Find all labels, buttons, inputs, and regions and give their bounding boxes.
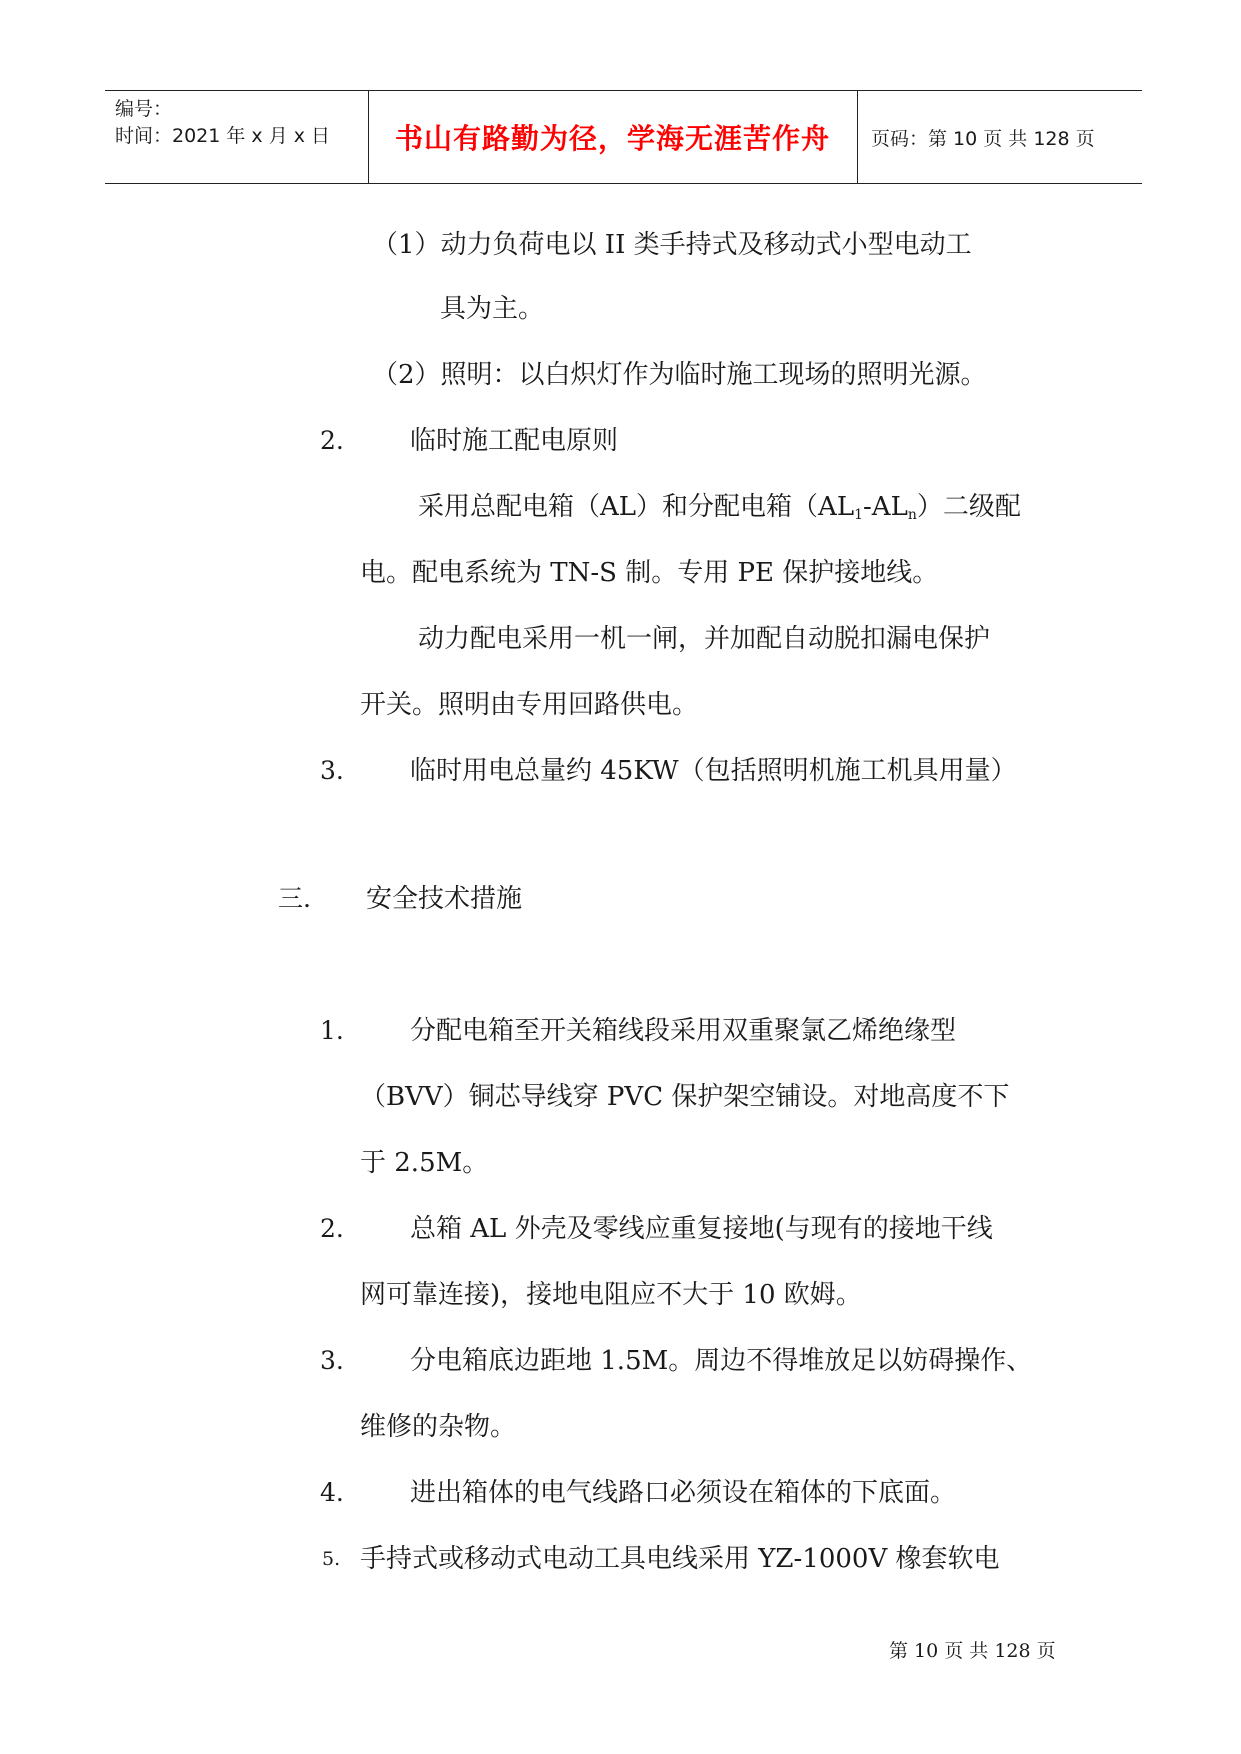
text-run: -AL [863, 492, 908, 522]
paragraph-line: 具为主。 [440, 294, 545, 324]
paragraph-line: 维修的杂物。 [360, 1412, 517, 1442]
paragraph-line: 手持式或移动式电动工具电线采用 YZ-1000V 橡套软电 [360, 1544, 1000, 1574]
list-number: 2. [320, 1214, 344, 1243]
text-run: ）二级配 [916, 492, 1021, 522]
list-number: 5. [322, 1548, 341, 1570]
list-number: 1. [320, 1016, 344, 1045]
list-number: 3. [320, 756, 344, 785]
document-time-label: 时间：2021 年 x 月 x 日 [115, 125, 331, 147]
header-page-info [857, 91, 1142, 183]
paragraph-line: 分配电箱至开关箱线段采用双重聚氯乙烯绝缘型 [410, 1016, 957, 1046]
section-title: 安全技术措施 [366, 884, 523, 914]
section-title: 临时施工配电原则 [410, 426, 619, 456]
paragraph-line: 电。配电系统为 TN-S 制。专用 PE 保护接地线。 [360, 558, 939, 588]
section-number: 三. [278, 884, 311, 913]
paragraph-line [418, 490, 1021, 532]
paragraph-line: （BVV）铜芯导线穿 PVC 保护架空铺设。对地高度不下 [360, 1082, 1010, 1112]
header-meta [105, 91, 369, 183]
document-number-label: 编号： [115, 98, 173, 120]
header-motto: 书山有路勤为径，学海无涯苦作舟 [368, 91, 858, 183]
paragraph-line: 开关。照明由专用回路供电。 [360, 690, 699, 720]
header-page-label: 页码：第 10 页 共 128 页 [871, 127, 1095, 150]
list-number: 4. [320, 1478, 344, 1507]
paragraph-line: 动力配电采用一机一闸，并加配自动脱扣漏电保护 [418, 624, 991, 654]
text-run: 采用总配电箱（AL）和分配电箱（AL [418, 492, 855, 522]
paragraph-line: 进出箱体的电气线路口必须设在箱体的下底面。 [410, 1478, 957, 1508]
paragraph-line: （2）照明：以白炽灯作为临时施工现场的照明光源。 [372, 360, 987, 390]
paragraph-line: 分电箱底边距地 1.5M。周边不得堆放足以妨碍操作、 [410, 1346, 1033, 1376]
list-number: 3. [320, 1346, 344, 1375]
paragraph-line: 总箱 AL 外壳及零线应重复接地(与现有的接地干线 [410, 1214, 993, 1244]
paragraph-line: 临时用电总量约 45KW（包括照明机施工机具用量） [410, 756, 1017, 786]
page-header [105, 90, 1142, 184]
subscript: 1 [854, 507, 864, 523]
list-number: 2. [320, 426, 344, 455]
paragraph-line: 网可靠连接)，接地电阻应不大于 10 欧姆。 [360, 1280, 862, 1310]
page-footer: 第 10 页 共 128 页 [889, 1640, 1056, 1662]
paragraph-line: 于 2.5M。 [360, 1148, 489, 1178]
paragraph-line: （1）动力负荷电以 II 类手持式及移动式小型电动工 [372, 230, 972, 260]
subscript: n [907, 507, 917, 523]
